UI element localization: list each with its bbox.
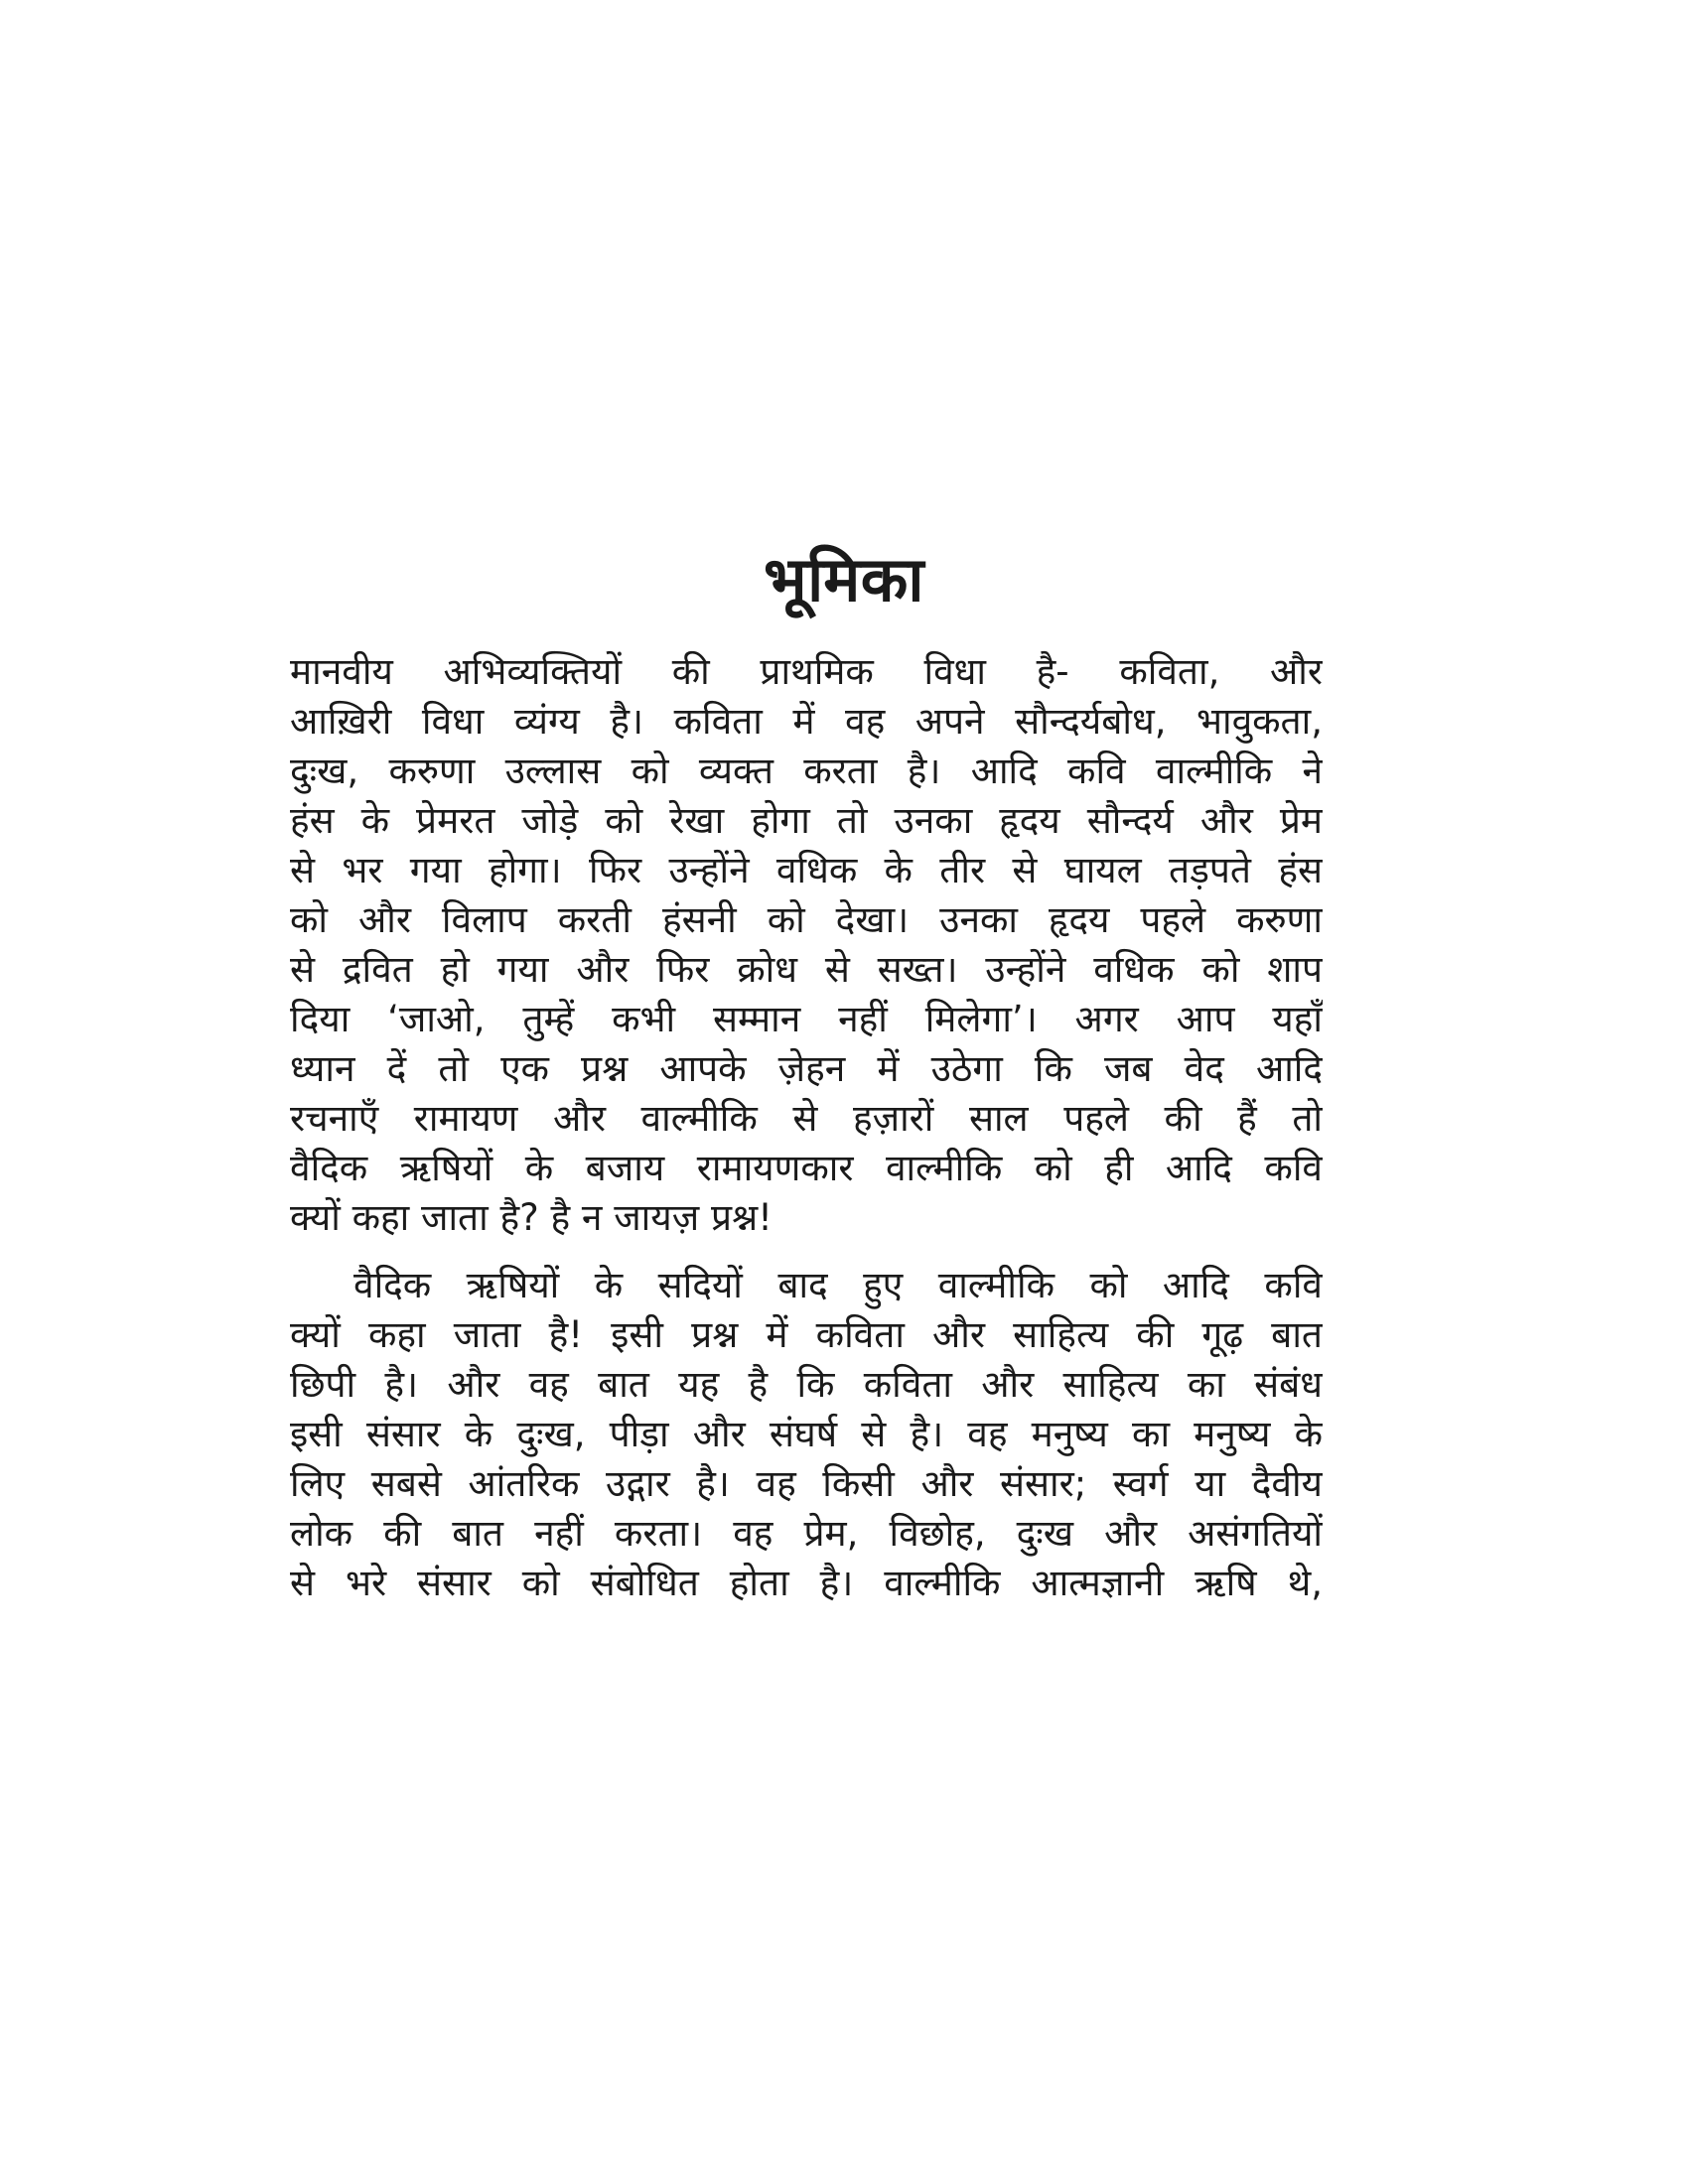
text-line: हंस के प्रेमरत जोड़े को रेखा होगा तो उनका हृदय सौन्दर्य और प्रेम <box>290 799 1323 842</box>
paragraph-2 <box>290 1261 1323 1608</box>
text-line: से द्रवित हो गया और फिर क्रोध से सख्त। उन्होंने वधिक को शाप <box>290 948 1323 991</box>
text-line: लिए सबसे आंतरिक उद्गार है। वह किसी और संसार; स्वर्ग या दैवीय <box>290 1462 1323 1505</box>
text-line: छिपी है। और वह बात यह है कि कविता और साहित्य का संबंध <box>290 1363 1323 1406</box>
text-line: से भरे संसार को संबोधित होता है। वाल्मीकि आत्मज्ञानी ऋषि थे, <box>290 1562 1323 1604</box>
text-line: से भर गया होगा। फिर उन्होंने वधिक के तीर से घायल तड़पते हंस <box>290 849 1323 891</box>
text-line: रचनाएँ रामायण और वाल्मीकि से हज़ारों साल पहले की हैं तो <box>290 1097 1323 1140</box>
text-line: ध्यान दें तो एक प्रश्न आपके ज़ेहन में उठेगा कि जब वेद आदि <box>290 1047 1323 1090</box>
text-line: क्यों कहा जाता है! इसी प्रश्न में कविता और साहित्य की गूढ़ बात <box>290 1313 1323 1356</box>
text-line: लोक की बात नहीं करता। वह प्रेम, विछोह, दुःख और असंगतियों <box>290 1512 1323 1555</box>
text-line: वैदिक ऋषियों के बजाय रामायणकार वाल्मीकि को ही आदि कवि <box>290 1147 1323 1189</box>
text-line: वैदिक ऋषियों के सदियों बाद हुए वाल्मीकि को आदि कवि <box>353 1264 1323 1306</box>
body-text <box>290 647 1323 1608</box>
paragraph-1 <box>290 647 1323 1243</box>
paragraph-gap <box>290 1243 1323 1261</box>
text-line: क्यों कहा जाता है? है न जायज़ प्रश्न! <box>290 1196 773 1239</box>
text-line: आख़िरी विधा व्यंग्य है। कविता में वह अपने सौन्दर्यबोध, भावुकता, <box>290 700 1323 743</box>
text-line: इसी संसार के दुःख, पीड़ा और संघर्ष से है। वह मनुष्य का मनुष्य के <box>290 1413 1323 1455</box>
text-line: मानवीय अभिव्यक्तियों की प्राथमिक विधा है- कविता, और <box>290 650 1323 693</box>
text-line: को और विलाप करती हंसनी को देखा। उनका हृदय पहले करुणा <box>290 898 1323 941</box>
text-line: दुःख, करुणा उल्लास को व्यक्त करता है। आदि कवि वाल्मीकि ने <box>290 750 1323 792</box>
page-heading: भूमिका <box>764 542 924 615</box>
text-line: दिया ‘जाओ, तुम्हें कभी सम्मान नहीं मिलेगा’। अगर आप यहाँ <box>290 998 1323 1040</box>
